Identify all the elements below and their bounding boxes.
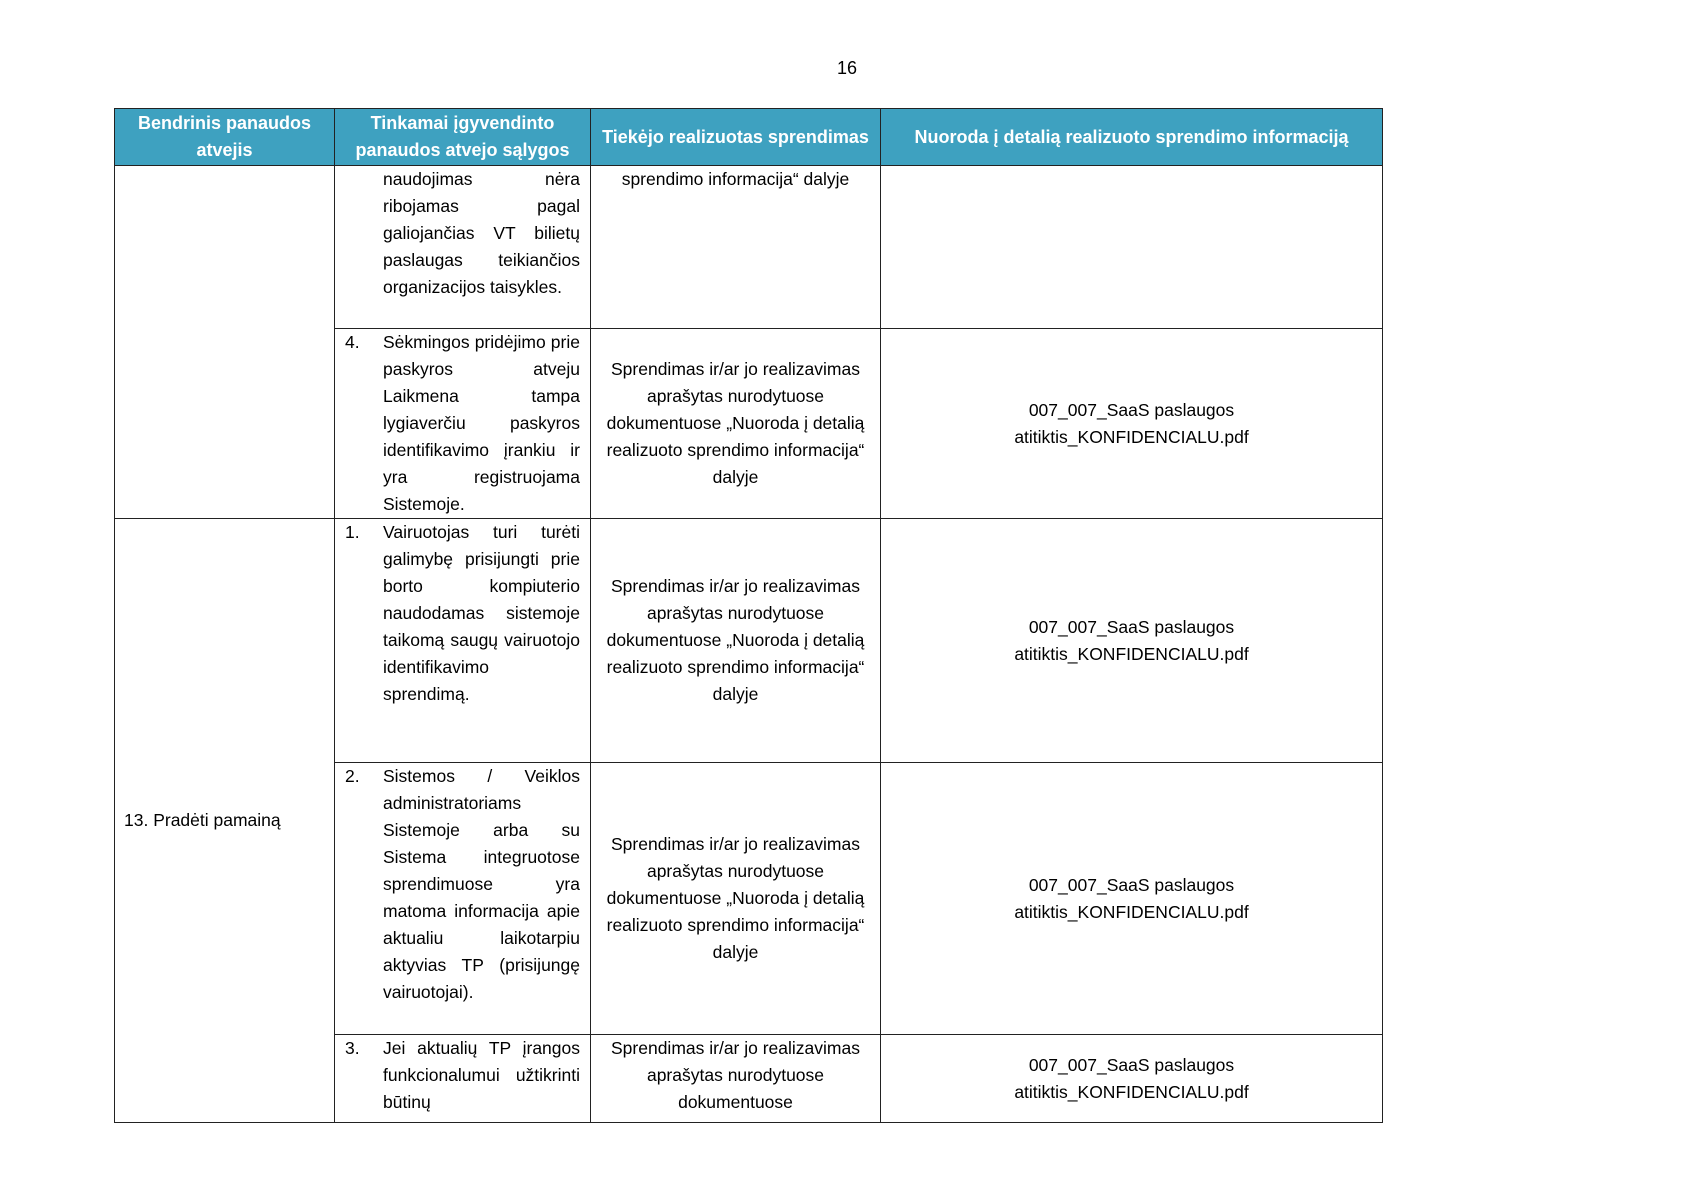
document-link[interactable]: 007_007_SaaS paslaugos atitiktis_KONFIDENCIALU.pdf [1014,399,1249,447]
solution-text: Sprendimas ir/ar jo realizavimas aprašytas nurodytuose dokumentuose „Nuoroda į detalią realizuoto sprendimo informacija“ dalyje [606,576,865,704]
solution-text: Sprendimas ir/ar jo realizavimas aprašytas nurodytuose dokumentuose „Nuoroda į detalią realizuoto sprendimo informacija“ dalyje [606,359,865,487]
header-link: Nuoroda į detalią realizuoto sprendimo informaciją [881,109,1383,166]
condition-text: Vairuotojas turi turėti galimybę prisijungti prie borto kompiuterio naudodamas sistemoje taikomą saugų vairuotojo identifikavimo sprendimą. [383,522,580,704]
solution-text: Sprendimas ir/ar jo realizavimas aprašytas nurodytuose dokumentuose [611,1038,860,1112]
solution-text: Sprendimas ir/ar jo realizavimas aprašytas nurodytuose dokumentuose „Nuoroda į detalią realizuoto sprendimo informacija“ dalyje [606,834,865,962]
condition-text: Jei aktualių TP įrangos funkcionalumui užtikrinti būtinų [383,1038,580,1112]
condition-number: 2. [345,766,360,786]
use-case-cell: 13. Pradėti pamainą [115,519,335,1123]
condition-number: 3. [345,1038,360,1058]
condition-text: Sistemos / Veiklos administratoriams Sistemoje arba su Sistema integruotose sprendimuose yra matoma informacija apie aktualiu laikotarpiu aktyvias TP (prisijungę vairuotojai). [383,766,580,1002]
header-solution: Tiekėjo realizuotas sprendimas [591,109,881,166]
condition-text: naudojimas nėra ribojamas pagal galiojančias VT bilietų paslaugas teikiančios organizacijos taisykles. [383,169,580,297]
condition-text: Sėkmingos pridėjimo prie paskyros atveju Laikmena tampa lygiaverčiu paskyros identifikavimo įrankiu ir yra registruojama Sistemoje. [383,332,580,514]
document-link[interactable]: 007_007_SaaS paslaugos atitiktis_KONFIDENCIALU.pdf [1014,616,1249,664]
condition-number: 4. [345,332,360,352]
table-row [115,519,1383,763]
use-case-table [114,108,1383,1123]
table-row [115,166,1383,329]
header-conditions: Tinkamai įgyvendinto panaudos atvejo sąlygos [335,109,591,166]
document-link[interactable]: 007_007_SaaS paslaugos atitiktis_KONFIDENCIALU.pdf [1014,874,1249,922]
condition-number: 1. [345,522,360,542]
table-header-row [115,109,1383,166]
page-number: 16 [836,58,858,78]
link-cell [881,166,1383,329]
header-use-case: Bendrinis panaudos atvejis [115,109,335,166]
use-case-cell-empty [115,166,335,519]
document-link[interactable]: 007_007_SaaS paslaugos atitiktis_KONFIDENCIALU.pdf [1014,1054,1249,1102]
solution-text: sprendimo informacija“ dalyje [621,169,850,189]
